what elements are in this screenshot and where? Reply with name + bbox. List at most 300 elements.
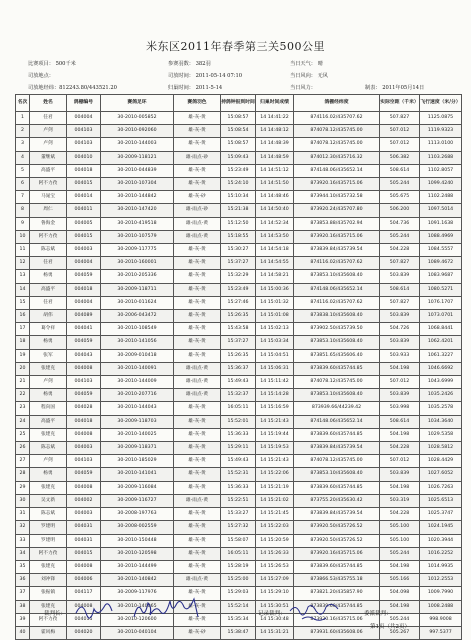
table-row bbox=[16, 455, 462, 468]
loft-id-cell: 004031 bbox=[67, 521, 101, 534]
table-row bbox=[16, 402, 462, 415]
loft-id-cell: 004103 bbox=[67, 455, 101, 468]
ring-cell: 30-2010-005852 bbox=[101, 112, 174, 125]
speed-cell: 1097.5014 bbox=[420, 204, 462, 217]
coords-cell: 873920.16/435715.06 bbox=[294, 178, 380, 191]
rank-cell: 13 bbox=[16, 270, 30, 283]
rank-cell: 14 bbox=[16, 283, 30, 296]
loft-id-cell: 004059 bbox=[67, 389, 101, 402]
return-time-cell: 14 15:19:44 bbox=[256, 428, 294, 441]
color-cell: 雄-灰-黄 bbox=[174, 547, 221, 560]
clock-time-cell: 15:08:57 bbox=[221, 138, 256, 151]
recorder-signature bbox=[288, 599, 344, 623]
distance-cell: 505.244 bbox=[380, 178, 420, 191]
rank-cell: 40 bbox=[16, 626, 30, 639]
distance-cell: 505.244 bbox=[380, 547, 420, 560]
speed-cell: 1102.8057 bbox=[420, 164, 462, 177]
ring-cell: 30-2010-144043 bbox=[101, 402, 174, 415]
speed-cell: 1125.0875 bbox=[420, 112, 462, 125]
clock-time-cell: 15:29:11 bbox=[221, 442, 256, 455]
return-time-cell: 14 15:31:21 bbox=[256, 626, 294, 639]
rank-cell: 29 bbox=[16, 481, 30, 494]
coords-cell: 873839.84/435739.54 bbox=[294, 508, 380, 521]
name-cell: 鲁海金 bbox=[30, 217, 67, 230]
rank-cell: 10 bbox=[16, 230, 30, 243]
clock-time-cell: 15:30:27 bbox=[221, 244, 256, 257]
distance-cell: 506.200 bbox=[380, 204, 420, 217]
ring-cell: 30-2010-092060 bbox=[101, 125, 174, 138]
rank-cell: 32 bbox=[16, 521, 30, 534]
info-release-site: 司放地点： bbox=[28, 73, 54, 79]
loft-id-cell: 004059 bbox=[67, 468, 101, 481]
speed-cell: 1025.6513 bbox=[420, 494, 462, 507]
name-cell: 罗建明 bbox=[30, 534, 67, 547]
table-row bbox=[16, 336, 462, 349]
color-cell: 雄-灰-黄 bbox=[174, 257, 221, 270]
rank-cell: 21 bbox=[16, 376, 30, 389]
name-cell: 刘冲锋 bbox=[30, 574, 67, 587]
color-cell: 雄-灰-黄 bbox=[174, 270, 221, 283]
info-wind: 当日风向： 无风 bbox=[290, 73, 328, 79]
clock-time-cell: 15:24:10 bbox=[221, 178, 256, 191]
coords-cell: 873839.60/435744.85 bbox=[294, 428, 380, 441]
clock-time-cell: 15:52:14 bbox=[221, 600, 256, 613]
distance-cell: 504.098 bbox=[380, 587, 420, 600]
speed-cell: 1046.6692 bbox=[420, 362, 462, 375]
clock-time-cell: 15:36:33 bbox=[221, 481, 256, 494]
referee-label: 裁判长： bbox=[44, 611, 67, 617]
loft-id-cell: 004015 bbox=[67, 547, 101, 560]
table-row bbox=[16, 362, 462, 375]
return-time-cell: 14 15:21:02 bbox=[256, 494, 294, 507]
speed-cell: 1028.5812 bbox=[420, 442, 462, 455]
clock-time-cell: 15:22:51 bbox=[221, 494, 256, 507]
loft-id-cell: 004103 bbox=[67, 376, 101, 389]
coords-cell: 873755.20/435630.42 bbox=[294, 494, 380, 507]
table-row bbox=[16, 521, 462, 534]
ring-cell: 30-2010-140842 bbox=[101, 574, 174, 587]
color-cell: 雄-灰-黄 bbox=[174, 138, 221, 151]
table-row bbox=[16, 481, 462, 494]
ring-cell: 30-2010-141041 bbox=[101, 468, 174, 481]
return-time-cell: 14 14:58:21 bbox=[256, 270, 294, 283]
rank-cell: 31 bbox=[16, 508, 30, 521]
distance-cell: 505.166 bbox=[380, 574, 420, 587]
return-time-cell: 14 15:21:19 bbox=[256, 481, 294, 494]
coords-cell: 873902.50/435739.50 bbox=[294, 323, 380, 336]
table-row bbox=[16, 389, 462, 402]
distance-cell: 505.244 bbox=[380, 613, 420, 626]
clock-time-cell: 15:37:27 bbox=[221, 257, 256, 270]
name-cell: 阿不力孜 bbox=[30, 547, 67, 560]
loft-id-cell: 004005 bbox=[67, 217, 101, 230]
table-header-row bbox=[16, 95, 462, 112]
distance-cell: 504.228 bbox=[380, 508, 420, 521]
coords-cell: 874148.06/435652.14 bbox=[294, 415, 380, 428]
ring-cell: 30-2010-040104 bbox=[101, 626, 174, 639]
return-time-cell: 14 15:22:03 bbox=[256, 521, 294, 534]
distance-cell: 505.100 bbox=[380, 534, 420, 547]
ring-cell: 30-2009-118711 bbox=[101, 283, 174, 296]
return-time-cell: 14 15:19:53 bbox=[256, 442, 294, 455]
color-cell: 雄-灰-黄 bbox=[174, 613, 221, 626]
loft-id-cell: 004059 bbox=[67, 336, 101, 349]
return-time-cell: 14 14:48:39 bbox=[256, 138, 294, 151]
return-time-cell: 14 15:16:59 bbox=[256, 402, 294, 415]
table-row bbox=[16, 204, 462, 217]
distance-cell: 503.933 bbox=[380, 349, 420, 362]
table-row bbox=[16, 547, 462, 560]
clock-time-cell: 15:27:46 bbox=[221, 296, 256, 309]
clock-time-cell: 15:27:32 bbox=[221, 521, 256, 534]
info-made-date: 制表： 2011年05月14日 bbox=[365, 85, 425, 91]
ring-cell: 30-2010-419518 bbox=[101, 217, 174, 230]
color-cell: 雄-灰-黄 bbox=[174, 468, 221, 481]
rank-cell: 26 bbox=[16, 442, 30, 455]
ring-cell: 30-2010-107304 bbox=[101, 178, 174, 191]
coords-cell: 873821.20/435857.90 bbox=[294, 587, 380, 600]
clock-time-cell: 15:08:57 bbox=[221, 112, 256, 125]
loft-id-cell: 004011 bbox=[67, 204, 101, 217]
distance-cell: 503.839 bbox=[380, 310, 420, 323]
coords-cell: 874148.06/435652.14 bbox=[294, 164, 380, 177]
table-row bbox=[16, 217, 462, 230]
distance-cell: 503.839 bbox=[380, 336, 420, 349]
rank-cell: 1 bbox=[16, 112, 30, 125]
info-entries: 参赛羽数： 382羽 bbox=[168, 61, 211, 67]
rank-cell: 3 bbox=[16, 138, 30, 151]
loft-id-cell: 004008 bbox=[67, 362, 101, 375]
return-time-cell: 14 14:48:46 bbox=[256, 191, 294, 204]
clock-time-cell: 15:12:50 bbox=[221, 217, 256, 230]
distance-cell: 507.827 bbox=[380, 112, 420, 125]
color-cell: 雄-雨点-砂 bbox=[174, 204, 221, 217]
table-body bbox=[16, 112, 462, 640]
coords-cell: 874078.12/435745.00 bbox=[294, 455, 380, 468]
distance-cell: 505.675 bbox=[380, 191, 420, 204]
coords-cell: 873853.10/435608.40 bbox=[294, 270, 380, 283]
coords-cell: 873920.50/435726.52 bbox=[294, 534, 380, 547]
speed-cell: 1113.0100 bbox=[420, 138, 462, 151]
info-release-time: 司放时间： 2011-05-14 07:10 bbox=[168, 73, 243, 79]
ring-cell: 30-2010-120600 bbox=[101, 613, 174, 626]
name-cell: 张建克 bbox=[30, 600, 67, 613]
return-time-cell: 14 14:41:22 bbox=[256, 112, 294, 125]
return-time-cell: 14 14:51:12 bbox=[256, 164, 294, 177]
loft-id-cell: 004103 bbox=[67, 125, 101, 138]
rank-cell: 19 bbox=[16, 349, 30, 362]
name-cell: 任君 bbox=[30, 257, 67, 270]
name-cell: 杨勇 bbox=[30, 389, 67, 402]
loft-id-cell: 004003 bbox=[67, 508, 101, 521]
distance-cell: 504.198 bbox=[380, 481, 420, 494]
return-time-cell: 14 14:48:12 bbox=[256, 125, 294, 138]
speed-cell: 1119.9323 bbox=[420, 125, 462, 138]
loft-id-cell: 004041 bbox=[67, 323, 101, 336]
color-cell: 雄-灰-黄 bbox=[174, 508, 221, 521]
distance-cell: 503.839 bbox=[380, 270, 420, 283]
name-cell: 任君 bbox=[30, 112, 67, 125]
coords-cell: 874116.02/435707.62 bbox=[294, 257, 380, 270]
name-cell: 张建克 bbox=[30, 428, 67, 441]
coords-cell: 874116.02/435707.62 bbox=[294, 112, 380, 125]
color-cell: 雄-雨点-黄 bbox=[174, 494, 221, 507]
speed-cell: 1027.6052 bbox=[420, 468, 462, 481]
ring-cell: 30-2009-118371 bbox=[101, 442, 174, 455]
name-cell: 胡伟 bbox=[30, 310, 67, 323]
info-wind-today: 当日风力： bbox=[290, 85, 316, 91]
loft-id-cell: 004006 bbox=[67, 574, 101, 587]
speed-cell: 1080.5271 bbox=[420, 283, 462, 296]
name-cell: 高盛平 bbox=[30, 283, 67, 296]
ring-cell: 30-2009-117976 bbox=[101, 587, 174, 600]
name-cell: 董继斌 bbox=[30, 151, 67, 164]
name-cell: 卢剑 bbox=[30, 125, 67, 138]
color-cell: 雄-灰-黄 bbox=[174, 336, 221, 349]
clock-time-cell: 15:49:43 bbox=[221, 455, 256, 468]
rank-cell: 30 bbox=[16, 494, 30, 507]
rank-cell: 8 bbox=[16, 204, 30, 217]
distance-cell: 505.267 bbox=[380, 626, 420, 639]
loft-id-cell: 004014 bbox=[67, 191, 101, 204]
clock-time-cell: 15:23:49 bbox=[221, 283, 256, 296]
rank-cell: 2 bbox=[16, 125, 30, 138]
distance-cell: 507.827 bbox=[380, 296, 420, 309]
coords-cell: 873920.16/435715.06 bbox=[294, 230, 380, 243]
column-header: 姓名 bbox=[30, 95, 67, 112]
info-weather: 当日天气： 晴 bbox=[290, 61, 323, 67]
name-cell: 张建克 bbox=[30, 560, 67, 573]
color-cell: 雄-灰-黄 bbox=[174, 178, 221, 191]
speed-cell: 1103.2688 bbox=[420, 151, 462, 164]
speed-cell: 1009.7990 bbox=[420, 587, 462, 600]
color-cell: 雄-灰-黄 bbox=[174, 296, 221, 309]
table-row bbox=[16, 138, 462, 151]
loft-id-cell: 004004 bbox=[67, 296, 101, 309]
rank-cell: 22 bbox=[16, 389, 30, 402]
loft-id-cell: 004028 bbox=[67, 402, 101, 415]
name-cell: 杨勇 bbox=[30, 336, 67, 349]
coords-cell: 874012.30/435716.32 bbox=[294, 151, 380, 164]
table-row bbox=[16, 151, 462, 164]
distance-cell: 504.198 bbox=[380, 362, 420, 375]
table-row bbox=[16, 442, 462, 455]
rank-cell: 33 bbox=[16, 534, 30, 547]
table-row bbox=[16, 534, 462, 547]
speed-cell: 1035.2426 bbox=[420, 389, 462, 402]
committee-referee-label: 委派裁判： bbox=[364, 611, 392, 617]
coords-cell: 873853.10/435608.40 bbox=[294, 468, 380, 481]
color-cell: 雄-灰-黄 bbox=[174, 349, 221, 362]
color-cell: 雄-雨点-黄 bbox=[174, 230, 221, 243]
ring-cell: 30-2009-116084 bbox=[101, 481, 174, 494]
clock-time-cell: 15:35:34 bbox=[221, 613, 256, 626]
speed-cell: 1102.2488 bbox=[420, 191, 462, 204]
speed-cell: 1089.4672 bbox=[420, 257, 462, 270]
color-cell: 雄-灰-黄 bbox=[174, 125, 221, 138]
name-cell: 周仁 bbox=[30, 204, 67, 217]
coords-cell: 874078.12/435745.00 bbox=[294, 376, 380, 389]
recorder-label: 记录裁判： bbox=[258, 611, 286, 617]
name-cell: 阿不力孜 bbox=[30, 178, 67, 191]
speed-cell: 1024.1945 bbox=[420, 521, 462, 534]
distance-cell: 504.198 bbox=[380, 428, 420, 441]
ring-cell: 30-2010-107579 bbox=[101, 230, 174, 243]
info-race-no: 比赛项目： 500千米 bbox=[28, 61, 76, 67]
speed-cell: 1035.2578 bbox=[420, 402, 462, 415]
ring-cell: 30-2006-043472 bbox=[101, 310, 174, 323]
loft-id-cell: 004008 bbox=[67, 560, 101, 573]
coords-cell: 874116.02/435707.62 bbox=[294, 296, 380, 309]
column-header: 鸽棚经纬度 bbox=[294, 95, 380, 112]
coords-cell: 873920.24/435707.80 bbox=[294, 204, 380, 217]
color-cell: 雄-灰-黄 bbox=[174, 442, 221, 455]
column-header: 实际空距（千米） bbox=[380, 95, 420, 112]
coords-cell: 873839.60/435744.85 bbox=[294, 560, 380, 573]
color-cell: 雄-灰-黄 bbox=[174, 415, 221, 428]
name-cell: 杨勇 bbox=[30, 468, 67, 481]
referee-signature bbox=[74, 597, 224, 623]
coords-cell: 873839.60/435744.85 bbox=[294, 362, 380, 375]
color-cell: 雄-雨点-砂 bbox=[174, 151, 221, 164]
clock-time-cell: 15:32:29 bbox=[221, 270, 256, 283]
coords-cell: 873851.65/435606.40 bbox=[294, 349, 380, 362]
loft-id-cell: 004103 bbox=[67, 138, 101, 151]
loft-id-cell: 004015 bbox=[67, 613, 101, 626]
ring-cell: 30-2009-118121 bbox=[101, 151, 174, 164]
column-header: 持鸽钟报到时间 bbox=[221, 95, 256, 112]
table-row bbox=[16, 376, 462, 389]
name-cell: 霍风梅 bbox=[30, 626, 67, 639]
ring-cell: 30-2010-140025 bbox=[101, 428, 174, 441]
color-cell: 雄-灰-黄 bbox=[174, 310, 221, 323]
color-cell: 雄-灰-黄 bbox=[174, 600, 221, 613]
coords-cell: 873920.50/435726.52 bbox=[294, 521, 380, 534]
distance-cell: 508.614 bbox=[380, 415, 420, 428]
page-number: 第1页（共2页） bbox=[370, 624, 410, 630]
rank-cell: 37 bbox=[16, 587, 30, 600]
rank-cell: 28 bbox=[16, 468, 30, 481]
speed-cell: 1068.8441 bbox=[420, 323, 462, 336]
clock-time-cell: 15:08:54 bbox=[221, 125, 256, 138]
loft-id-cell: 004015 bbox=[67, 178, 101, 191]
rank-cell: 38 bbox=[16, 600, 30, 613]
table-row bbox=[16, 112, 462, 125]
distance-cell: 507.827 bbox=[380, 257, 420, 270]
clock-time-cell: 15:36:37 bbox=[221, 362, 256, 375]
distance-cell: 507.012 bbox=[380, 138, 420, 151]
return-time-cell: 14 15:26:33 bbox=[256, 547, 294, 560]
return-time-cell: 14 15:06:31 bbox=[256, 362, 294, 375]
speed-cell: 1016.2252 bbox=[420, 547, 462, 560]
clock-time-cell: 15:23:49 bbox=[221, 164, 256, 177]
rank-cell: 6 bbox=[16, 178, 30, 191]
return-time-cell: 14 15:30:48 bbox=[256, 613, 294, 626]
distance-cell: 507.012 bbox=[380, 455, 420, 468]
coords-cell: 874078.12/435745.00 bbox=[294, 138, 380, 151]
name-cell: 任君 bbox=[30, 296, 67, 309]
table-row bbox=[16, 296, 462, 309]
rank-cell: 39 bbox=[16, 613, 30, 626]
clock-time-cell: 15:26:35 bbox=[221, 310, 256, 323]
color-cell: 雄-灰-黄 bbox=[174, 481, 221, 494]
ring-cell: 30-2009-118703 bbox=[101, 415, 174, 428]
distance-cell: 507.012 bbox=[380, 125, 420, 138]
ring-cell: 30-2010-120598 bbox=[101, 547, 174, 560]
clock-time-cell: 15:28:19 bbox=[221, 560, 256, 573]
name-cell: 卢剑 bbox=[30, 455, 67, 468]
table-row bbox=[16, 244, 462, 257]
speed-cell: 1062.4201 bbox=[420, 336, 462, 349]
rank-cell: 15 bbox=[16, 296, 30, 309]
ring-cell: 30-2010-207716 bbox=[101, 389, 174, 402]
coords-cell: 873839.60/435744.85 bbox=[294, 600, 380, 613]
color-cell: 雄-雨点-黄 bbox=[174, 217, 221, 230]
rank-cell: 25 bbox=[16, 428, 30, 441]
name-cell: 张军 bbox=[30, 349, 67, 362]
table-row bbox=[16, 468, 462, 481]
ring-cell: 30-2010-044839 bbox=[101, 164, 174, 177]
name-cell: 马晁宝 bbox=[30, 191, 67, 204]
name-cell: 张建克 bbox=[30, 481, 67, 494]
loft-id-cell: 004089 bbox=[67, 310, 101, 323]
return-time-cell: 14 14:50:40 bbox=[256, 204, 294, 217]
speed-cell: 1088.4969 bbox=[420, 230, 462, 243]
distance-cell: 507.012 bbox=[380, 376, 420, 389]
table-row bbox=[16, 310, 462, 323]
clock-time-cell: 15:25:00 bbox=[221, 574, 256, 587]
return-time-cell: 14 14:48:59 bbox=[256, 151, 294, 164]
return-time-cell: 14 14:53:50 bbox=[256, 230, 294, 243]
ring-cell: 30-2010-144842 bbox=[101, 191, 174, 204]
coords-cell: 873866.53/435755.18 bbox=[294, 574, 380, 587]
coords-cell: 874148.06/435652.14 bbox=[294, 283, 380, 296]
speed-cell: 1029.5358 bbox=[420, 428, 462, 441]
color-cell: 雄-灰-黄 bbox=[174, 455, 221, 468]
loft-id-cell: 004010 bbox=[67, 151, 101, 164]
clock-time-cell: 15:26:35 bbox=[221, 349, 256, 362]
clock-time-cell: 15:32:37 bbox=[221, 389, 256, 402]
table-row bbox=[16, 257, 462, 270]
speed-cell: 1028.4429 bbox=[420, 455, 462, 468]
clock-time-cell: 15:10:34 bbox=[221, 191, 256, 204]
color-cell: 雄-灰-黄 bbox=[174, 428, 221, 441]
rank-cell: 35 bbox=[16, 560, 30, 573]
return-time-cell: 14 15:14:28 bbox=[256, 389, 294, 402]
distance-cell: 504.198 bbox=[380, 560, 420, 573]
name-cell: 卢剑 bbox=[30, 138, 67, 151]
loft-id-cell: 004020 bbox=[67, 626, 101, 639]
table-row bbox=[16, 508, 462, 521]
distance-cell: 503.839 bbox=[380, 468, 420, 481]
ring-cell: 30-2010-144009 bbox=[101, 376, 174, 389]
ring-cell: 30-2008-002559 bbox=[101, 521, 174, 534]
color-cell: 雄-灰-黄 bbox=[174, 521, 221, 534]
clock-time-cell: 16:05:11 bbox=[221, 547, 256, 560]
loft-id-cell: 004008 bbox=[67, 600, 101, 613]
rank-cell: 11 bbox=[16, 244, 30, 257]
rank-cell: 20 bbox=[16, 362, 30, 375]
rank-cell: 27 bbox=[16, 455, 30, 468]
table-row bbox=[16, 574, 462, 587]
column-header: 飞行速度（米/分） bbox=[420, 95, 462, 112]
color-cell: 雄-灰-黄 bbox=[174, 323, 221, 336]
ring-cell: 30-2010-108549 bbox=[101, 323, 174, 336]
color-cell: 雄-灰-黄 bbox=[174, 283, 221, 296]
ring-cell: 30-2010-140065 bbox=[101, 600, 174, 613]
coords-cell: 873838.10/435608.40 bbox=[294, 310, 380, 323]
info-return-time: 归巢时间： 2011-5-14 bbox=[168, 85, 223, 91]
